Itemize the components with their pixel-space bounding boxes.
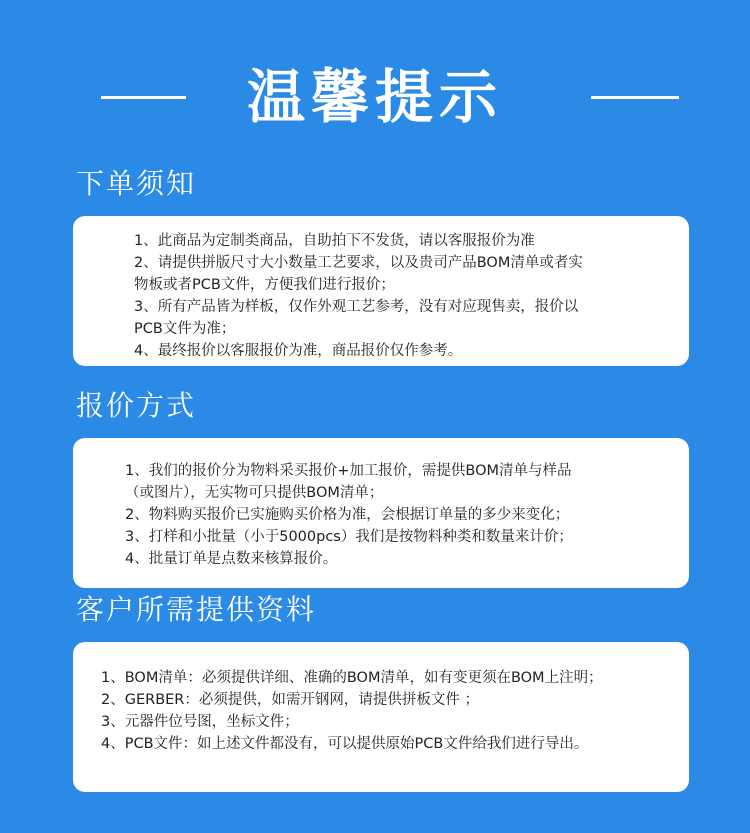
order-notice-line: 2、请提供拼版尺寸大小数量工艺要求，以及贵司产品BOM清单或者实 — [134, 255, 583, 271]
section-title-pricing-method: 报价方式 — [76, 389, 197, 422]
required-materials-line: 2、GERBER：必须提供，如需开钢网，请提供拼板文件 ； — [101, 692, 479, 708]
order-notice-line: 4、最终报价以客服报价为准，商品报价仅作参考。 — [134, 343, 463, 359]
pricing-method-line: 3、打样和小批量（小于5000pcs）我们是按物料种类和数量来计价； — [125, 529, 573, 545]
pricing-method-line: 2、物料购买报价已实施购买价格为准，会根据订单量的多少来变化； — [125, 507, 570, 523]
required-materials-line: 1、BOM清单：必须提供详细、准确的BOM清单，如有变更须在BOM上注明； — [101, 670, 603, 686]
required-materials-card — [73, 642, 689, 792]
section-title-required-materials: 客户所需提供资料 — [76, 593, 317, 626]
required-materials-line: 3、元器件位号图，坐标文件； — [101, 714, 299, 730]
header — [0, 55, 750, 135]
order-notice-line: 物板或者PCB文件，方便我们进行报价； — [134, 277, 395, 293]
required-materials-line: 4、PCB文件：如上述文件都没有，可以提供原始PCB文件给我们进行导出。 — [101, 736, 589, 752]
page-title: 温馨提示 — [246, 63, 503, 131]
pricing-method-card — [73, 438, 689, 588]
order-notice-line: 1、此商品为定制类商品，自助拍下不发货，请以客服报价为准 — [134, 233, 535, 249]
header-divider-right — [591, 96, 679, 99]
pricing-method-line: （或图片），无实物可只提供BOM清单； — [125, 485, 384, 501]
order-notice-card — [73, 216, 689, 366]
required-materials-list — [101, 667, 603, 755]
pricing-method-list — [125, 460, 573, 570]
pricing-method-line: 1、我们的报价分为物料采买报价+加工报价，需提供BOM清单与样品 — [125, 463, 572, 479]
order-notice-line: PCB文件为准； — [134, 321, 236, 337]
order-notice-line: 3、所有产品皆为样板，仅作外观工艺参考，没有对应现售卖，报价以 — [134, 299, 579, 315]
pricing-method-line: 4、批量订单是点数来核算报价。 — [125, 551, 338, 567]
section-title-order-notice: 下单须知 — [76, 167, 197, 200]
order-notice-list — [134, 230, 583, 362]
